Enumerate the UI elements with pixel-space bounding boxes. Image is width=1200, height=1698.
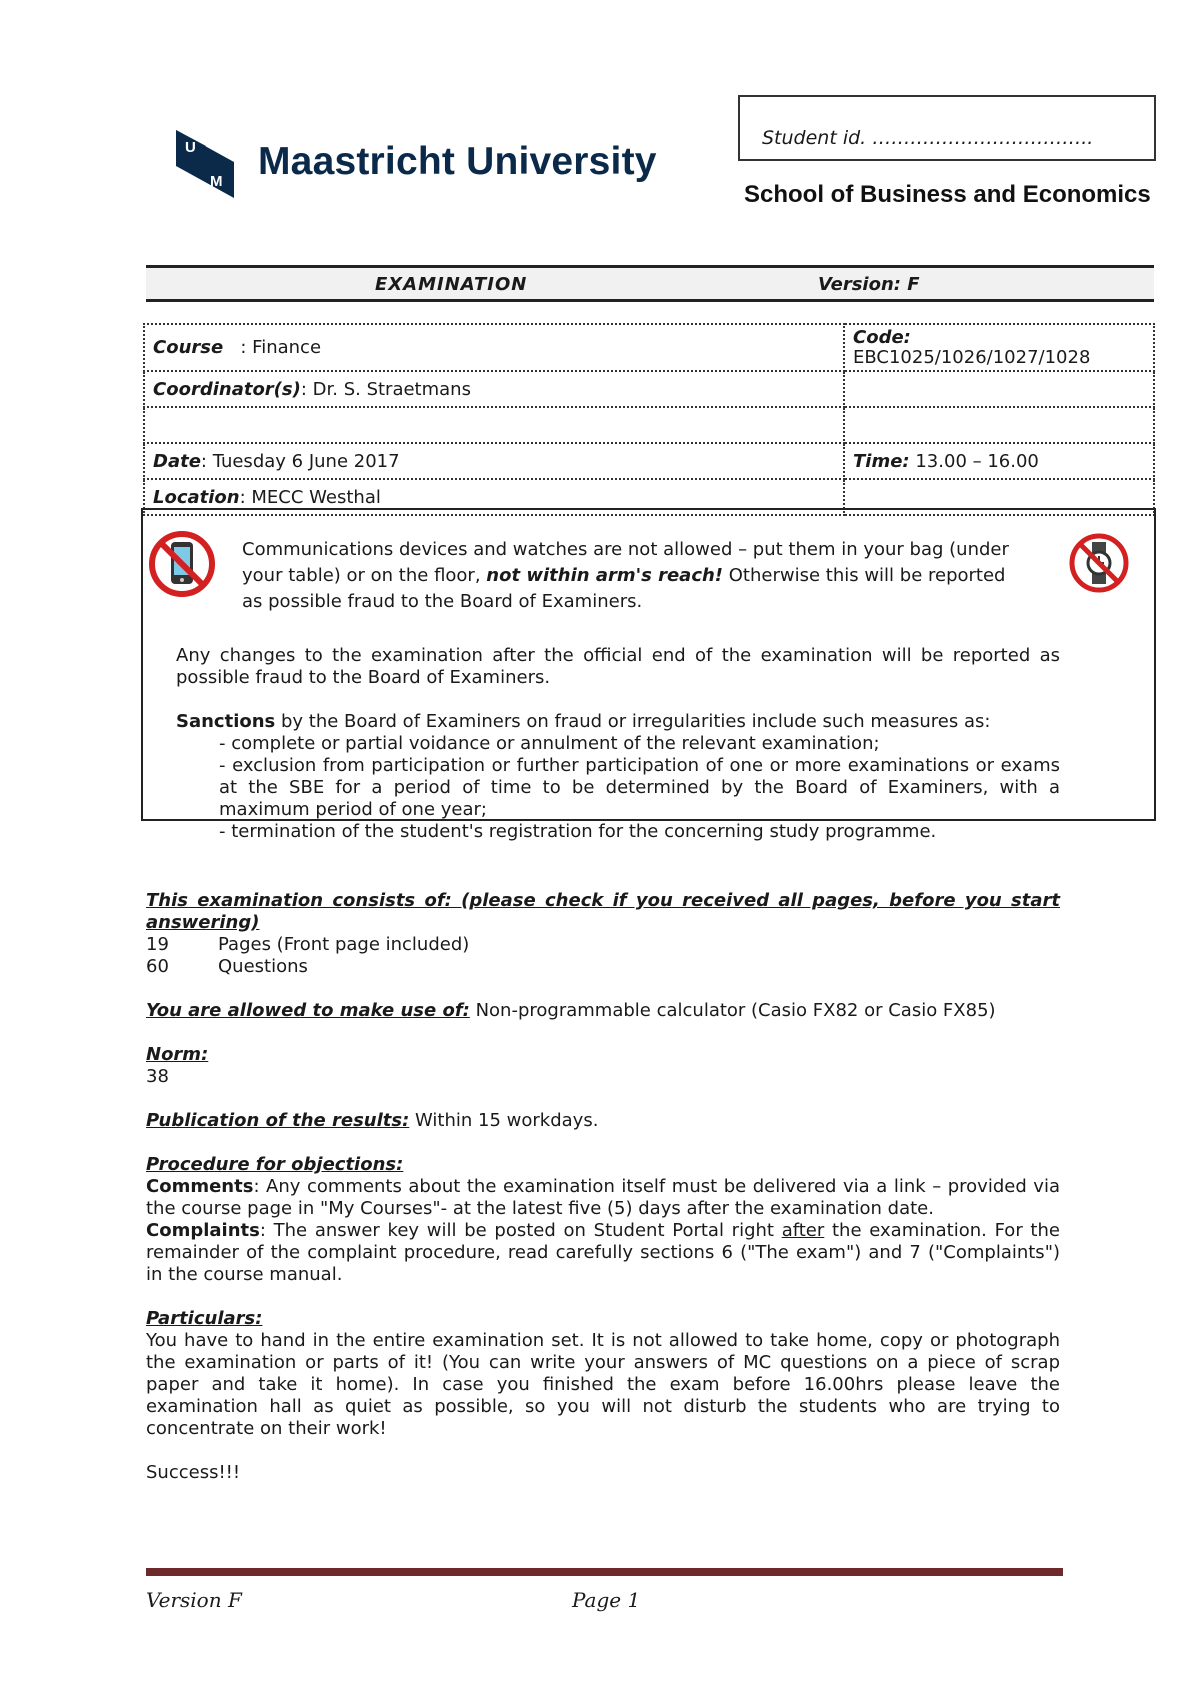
success-text: Success!!!	[146, 1462, 241, 1483]
comments-paragraph: Comments: Any comments about the examination itself must be delivered via a link – provided via the course page in "My Courses"- at the latest five (5) days after the examination date.	[146, 1176, 1060, 1219]
sanction-item: - termination of the student's registration for the concerning study programme.	[219, 821, 937, 842]
exam-title: EXAMINATION	[375, 274, 528, 295]
svg-text:M: M	[210, 173, 223, 190]
consists-heading: This examination consists of: (please check if you received all pages, before you start answering)	[146, 890, 1060, 933]
course-info-table	[143, 323, 1155, 516]
time-cell: Time: 13.00 – 16.00	[844, 443, 1154, 479]
university-logo-icon	[176, 130, 234, 198]
empty-cell	[144, 407, 844, 443]
date-cell: Date: Tuesday 6 June 2017	[144, 443, 844, 479]
complaints-paragraph: Complaints: The answer key will be posted on Student Portal right after the examination. For the remainder of the complaint procedure, read carefully sections 6 ("The exam") and 7 ("Complaints") in the course manual.	[146, 1220, 1060, 1285]
consists-row: 60 Questions	[146, 956, 308, 977]
no-phone-icon	[148, 530, 216, 598]
location-cell: Location: MECC Westhal	[144, 479, 844, 515]
norm-value: 38	[146, 1066, 169, 1087]
student-id-label: Student id. ……………………………..	[762, 127, 1094, 149]
particulars-paragraph: You have to hand in the entire examination set. It is not allowed to take home, copy or photograph the examination or parts of it! (You can write your answers of MC questions on a piece of scrap paper and take it home). In case you finished the exam before 16.00hrs please leave the examination hall as quiet as possible, so you will not disturb the students who are trying to concentrate on their work!	[146, 1330, 1060, 1439]
publication-line: Publication of the results: Within 15 workdays.	[146, 1110, 599, 1131]
university-name: Maastricht University	[258, 140, 657, 183]
footer-version: Version F	[146, 1588, 242, 1612]
particulars-heading: Particulars:	[146, 1308, 263, 1329]
procedure-heading: Procedure for objections:	[146, 1154, 404, 1175]
sanctions-list: Sanctions by the Board of Examiners on fraud or irregularities include such measures as: - complete or partial voidance or annulment of the relevant examination; - exclusion from participation or further participation of one or more examinations or exams at the SBE for a period of time to be determined by the Board of Examiners, with a maximum period of one year; - termination of the student's registration for the concerning study programme.	[176, 711, 1060, 842]
allowed-line: You are allowed to make use of: Non-programmable calculator (Casio FX82 or Casio FX85)	[146, 1000, 996, 1021]
no-watch-icon	[1068, 532, 1130, 594]
coordinator-cell: Coordinator(s): Dr. S. Straetmans	[144, 371, 844, 407]
changes-notice: Any changes to the examination after the official end of the examination will be reported as possible fraud to the Board of Examiners.	[176, 645, 1060, 688]
course-cell: Course : Finance	[144, 324, 844, 371]
exam-version: Version: F	[818, 274, 920, 295]
consists-row: 19 Pages (Front page included)	[146, 934, 470, 955]
footer-page-number: Page 1	[572, 1588, 641, 1612]
sanction-item: - exclusion from participation or further participation of one or more examinations or exams at the SBE for a period of time to be determined by the Board of Examiners, with a maximum period of one year;	[219, 755, 1060, 820]
empty-cell	[844, 407, 1154, 443]
svg-text:U: U	[185, 139, 196, 156]
footer-divider	[146, 1568, 1063, 1576]
communications-notice: Communications devices and watches are not allowed – put them in your bag (under your table) or on the floor, not within arm's reach! Otherwise this will be reported as possible fraud to the Board of Examiners.	[242, 539, 1009, 612]
exam-header-band	[146, 265, 1154, 302]
code-cell: Code: EBC1025/1026/1027/1028	[844, 324, 1154, 371]
school-name: School of Business and Economics	[744, 181, 1151, 208]
sanction-item: - complete or partial voidance or annulment of the relevant examination;	[219, 733, 880, 754]
student-id-box[interactable]	[738, 95, 1156, 161]
norm-label: Norm:	[146, 1044, 209, 1065]
empty-cell	[844, 371, 1154, 407]
